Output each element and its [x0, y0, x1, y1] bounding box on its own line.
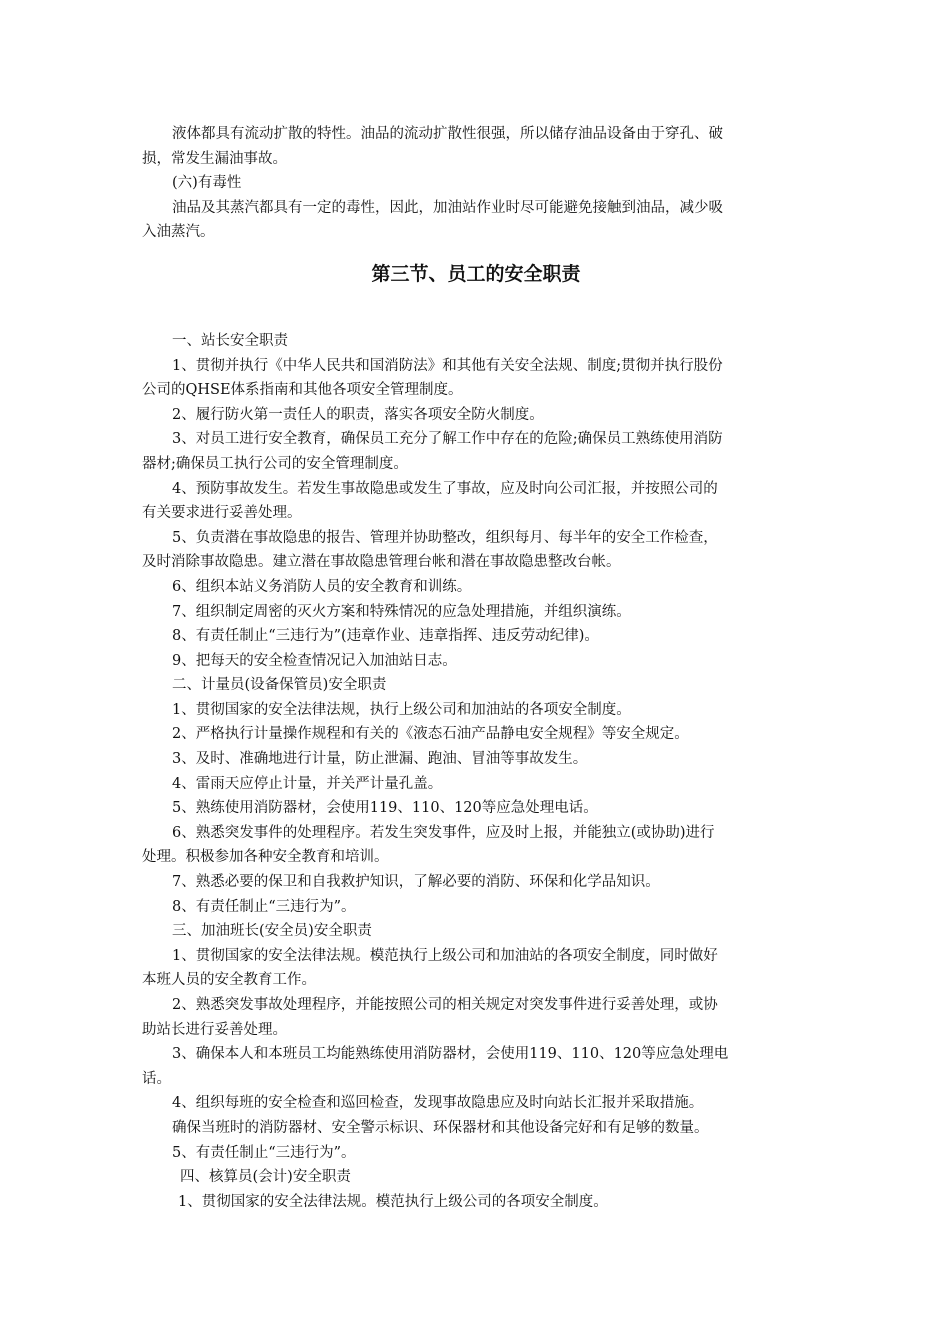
- paragraph-line: 4、组织每班的安全检查和巡回检查，发现事故隐患应及时向站长汇报并采取措施。: [172, 1095, 704, 1112]
- paragraph-line: 1、贯彻国家的安全法律法规，执行上级公司和加油站的各项安全制度。: [172, 701, 631, 718]
- paragraph-line: 8、有责任制止“三违行为”。: [172, 898, 356, 915]
- paragraph-line: 处理。积极参加各种安全教育和培训。: [142, 849, 389, 866]
- paragraph-line: 6、熟悉突发事件的处理程序。若发生突发事件，应及时上报，并能独立(或协助)进行: [172, 824, 715, 841]
- paragraph-line: 3、对员工进行安全教育，确保员工充分了解工作中存在的危险;确保员工熟练使用消防: [172, 431, 723, 448]
- paragraph-line: 5、熟练使用消防器材，会使用119、110、120等应急处理电话。: [172, 800, 598, 817]
- paragraph-line: 8、有责任制止“三违行为”(违章作业、违章指挥、违反劳动纪律)。: [172, 628, 599, 645]
- paragraph-line: 6、组织本站义务消防人员的安全教育和训练。: [172, 578, 472, 595]
- section-heading: 第三节、员工的安全职责: [371, 262, 581, 285]
- paragraph-line: 3、确保本人和本班员工均能熟练使用消防器材，会使用119、110、120等应急处理电: [172, 1046, 729, 1063]
- paragraph-line: 4、预防事故发生。若发生事故隐患或发生了事故，应及时向公司汇报，并按照公司的: [172, 480, 718, 497]
- paragraph-line: 损，常发生漏油事故。: [142, 150, 287, 167]
- paragraph-line: 2、熟悉突发事故处理程序，并能按照公司的相关规定对突发事件进行妥善处理，或协: [172, 997, 718, 1013]
- paragraph-line: 1、贯彻国家的安全法律法规。模范执行上级公司的各项安全制度。: [178, 1193, 608, 1210]
- section-title: 一、站长安全职责: [172, 332, 288, 349]
- paragraph-line: 公司的QHSE体系指南和其他各项安全管理制度。: [142, 382, 463, 399]
- paragraph-line: 1、贯彻并执行《中华人民共和国消防法》和其他有关安全法规、制度;贯彻并执行股份: [172, 357, 723, 374]
- paragraph-line: 有关要求进行妥善处理。: [142, 505, 302, 522]
- paragraph-line: 入油蒸汽。: [142, 224, 215, 241]
- paragraph-line: 助站长进行妥善处理。: [142, 1021, 287, 1038]
- section-title: 二、计量员(设备保管员)安全职责: [172, 677, 387, 694]
- paragraph-line: 3、及时、准确地进行计量，防止泄漏、跑油、冒油等事故发生。: [172, 751, 588, 768]
- paragraph-line: 油品及其蒸汽都具有一定的毒性，因此，加油站作业时尽可能避免接触到油品，减少吸: [172, 199, 723, 216]
- paragraph-line: 2、履行防火第一责任人的职责，落实各项安全防火制度。: [172, 406, 544, 423]
- section-title: 三、加油班长(安全员)安全职责: [172, 923, 372, 940]
- paragraph-line: 7、熟悉必要的保卫和自我救护知识，了解必要的消防、环保和化学品知识。: [172, 874, 660, 891]
- paragraph-line: 话。: [142, 1070, 171, 1087]
- document-page: [142, 122, 810, 1214]
- paragraph-line: 5、有责任制止“三违行为”。: [172, 1144, 356, 1161]
- paragraph-line: 确保当班时的消防器材、安全警示标识、环保器材和其他设备完好和有足够的数量。: [172, 1119, 709, 1136]
- paragraph-line: 液体都具有流动扩散的特性。油品的流动扩散性很强，所以储存油品设备由于穿孔、破: [172, 126, 723, 142]
- paragraph-line: 4、雷雨天应停止计量，并关严计量孔盖。: [172, 775, 443, 792]
- paragraph-line: 本班人员的安全教育工作。: [142, 972, 316, 989]
- section-title: 四、核算员(会计)安全职责: [180, 1169, 351, 1186]
- paragraph-line: 1、贯彻国家的安全法律法规。模范执行上级公司和加油站的各项安全制度，同时做好: [172, 947, 718, 964]
- paragraph-line: 9、把每天的安全检查情况记入加油站日志。: [172, 652, 457, 669]
- paragraph-line: 及时消除事故隐患。建立潜在事故隐患管理台帐和潜在事故隐患整改台帐。: [142, 554, 621, 571]
- paragraph-line: 器材;确保员工执行公司的安全管理制度。: [142, 455, 408, 472]
- paragraph-line: 2、严格执行计量操作规程和有关的《液态石油产品静电安全规程》等安全规定。: [172, 726, 689, 743]
- paragraph-line: 7、组织制定周密的灭火方案和特殊情况的应急处理措施，并组织演练。: [172, 603, 631, 620]
- paragraph-line: 5、负责潜在事故隐患的报告、管理并协助整改，组织每月、每半年的安全工作检查，: [172, 529, 718, 546]
- subsection-title: (六)有毒性: [172, 175, 242, 192]
